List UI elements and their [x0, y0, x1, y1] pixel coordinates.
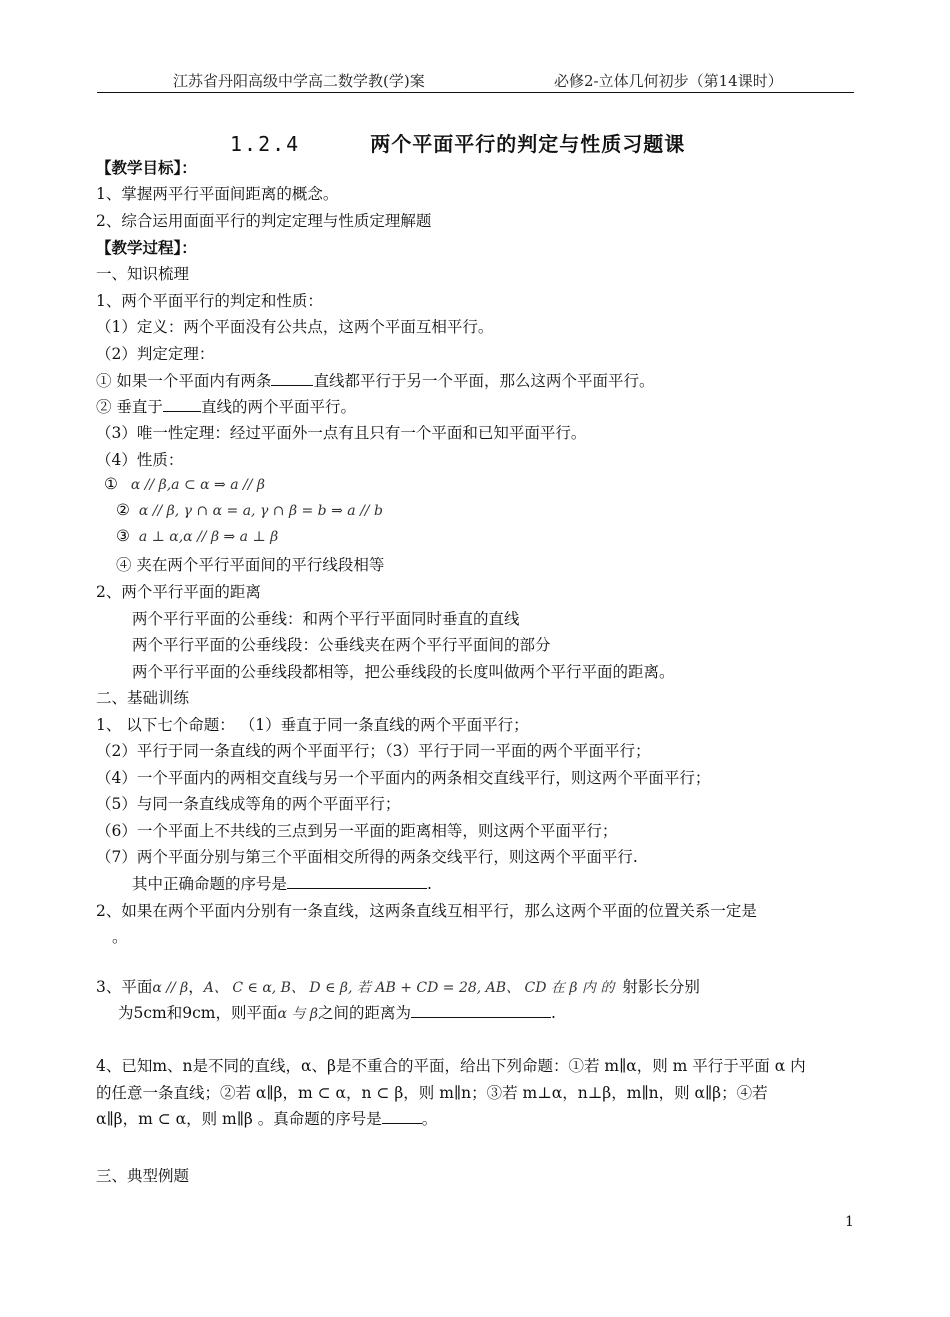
q4-line-3 — [96, 1108, 437, 1130]
distance-def-1: 两个平行平面的公垂线：和两个平行平面同时垂直的直线 — [132, 610, 520, 628]
header-left: 江苏省丹阳高级中学高二数学教(学)案 — [173, 72, 425, 90]
goal-item-1: 1、掌握两平行平面间距离的概念。 — [96, 185, 339, 203]
q3-line-2-mid: 之间的距离为 — [317, 1004, 411, 1022]
q3-line-2 — [118, 1002, 556, 1025]
fill-blank — [271, 371, 313, 386]
sub2-heading: 2、两个平行平面的距离 — [96, 583, 261, 601]
property-1 — [104, 473, 265, 496]
property-3-mark: ③ — [116, 527, 130, 545]
q1-line-3: （4）一个平面内的两相交直线与另一个平面内的两条相交直线平行，则这两个平面平行； — [96, 769, 711, 787]
page-number: 1 — [845, 1214, 854, 1230]
answer-blank — [411, 1003, 551, 1018]
header-divider — [97, 92, 854, 93]
property-1-mark: ① — [104, 475, 118, 493]
answer-blank — [287, 874, 427, 889]
judge-1 — [96, 370, 654, 392]
q2-line-2: 。 — [112, 928, 128, 946]
page-title — [230, 128, 685, 157]
q4-line-2: 的任意一条直线；②若 α∥β，m ⊂ α，n ⊂ β，则 m∥n；③若 m⊥α，n⊥β，m∥n，则 α∥β；④若 — [96, 1084, 768, 1102]
unique-theorem: （3）唯一性定理：经过平面外一点有且只有一个平面和已知平面平行。 — [96, 424, 587, 442]
section2-heading: 二、基础训练 — [96, 689, 190, 707]
judge-2-pre: ② 垂直于 — [96, 398, 163, 416]
q3-prefix: 3、平面 — [96, 978, 153, 996]
judge-2 — [96, 396, 356, 418]
judge-heading: （2）判定定理： — [96, 345, 215, 363]
q1-answer — [132, 873, 432, 895]
title-text: 两个平面平行的判定与性质习题课 — [370, 132, 686, 156]
property-3-formula: a ⊥ α,α // β ⇒ a ⊥ β — [138, 529, 279, 545]
fill-blank — [163, 397, 201, 412]
q1-answer-end: . — [427, 875, 432, 893]
property-2-mark: ② — [116, 501, 130, 519]
q3-suffix: 射影长分别 — [622, 978, 700, 996]
property-1-formula: α // β,a ⊂ α ⇒ a // β — [130, 477, 266, 493]
q1-line-5: （6）一个平面上不共线的三点到另一平面的距离相等，则这两个平面平行； — [96, 822, 618, 840]
header-right: 必修2-立体几何初步（第14课时） — [554, 72, 783, 90]
q1-answer-label: 其中正确命题的序号是 — [132, 875, 288, 893]
q1-line-6: （7）两个平面分别与第三个平面相交所得的两条交线平行，则这两个平面平行. — [96, 848, 638, 866]
q2-line-1: 2、如果在两个平面内分别有一条直线，这两条直线互相平行，那么这两个平面的位置关系一定是 — [96, 902, 757, 920]
section3-heading: 三、典型例题 — [96, 1167, 190, 1185]
q4-line-3-text: α∥β，m ⊂ α，则 m∥β 。真命题的序号是 — [96, 1110, 382, 1128]
q3-formula-3: α 与 β — [277, 1006, 318, 1022]
q3-line-1 — [96, 976, 700, 999]
q3-formula-2: A、 C ∈ α, B、 D ∈ β, 若 AB + CD = 28, AB、 CD 在 β 内 的 — [203, 980, 615, 996]
property-3 — [116, 525, 278, 548]
distance-def-3: 两个平行平面的公垂线段都相等，把公垂线段的长度叫做两个平行平面的距离。 — [132, 663, 675, 681]
q1-line-1: 1、 以下七个命题： （1）垂直于同一条直线的两个平面平行； — [96, 716, 529, 734]
q3-comma: ， — [188, 978, 204, 996]
property-2-formula: α // β, γ ∩ α = a, γ ∩ β = b ⇒ a // b — [138, 503, 383, 519]
q4-line-1: 4、已知m、n是不同的直线，α、β是不重合的平面，给出下列命题：①若 m∥α，则 m 平行于平面 α 内 — [96, 1057, 806, 1075]
process-heading: 【教学过程】： — [96, 238, 197, 257]
title-number: 1.2.4 — [230, 132, 301, 156]
goals-heading: 【教学目标】： — [96, 158, 197, 177]
q1-line-2: （2）平行于同一条直线的两个平面平行；（3）平行于同一平面的两个平面平行； — [96, 742, 651, 760]
q1-line-4: （5）与同一条直线成等角的两个平面平行； — [96, 795, 401, 813]
judge-1-pre: ① 如果一个平面内有两条 — [96, 372, 272, 390]
q3-line-2-prefix: 为5cm和9cm，则平面 — [118, 1004, 278, 1022]
distance-def-2: 两个平行平面的公垂线段：公垂线夹在两个平行平面间的部分 — [132, 636, 551, 654]
goal-item-2: 2、综合运用面面平行的判定定理与性质定理解题 — [96, 212, 432, 230]
property-2 — [116, 499, 383, 522]
answer-blank — [382, 1109, 422, 1124]
q3-end: . — [550, 1004, 556, 1022]
judge-1-post: 直线都平行于另一个平面，那么这两个平面平行。 — [313, 372, 655, 390]
property-heading: （4）性质： — [96, 451, 184, 469]
q4-end: 。 — [421, 1110, 438, 1128]
section1-heading: 一、知识梳理 — [96, 265, 190, 283]
judge-2-post: 直线的两个平面平行。 — [200, 398, 356, 416]
definition: （1）定义：两个平面没有公共点，这两个平面互相平行。 — [96, 318, 494, 336]
q3-formula-1: α // β — [152, 980, 189, 996]
property-4: ④ 夹在两个平行平面间的平行线段相等 — [116, 556, 385, 574]
sub1-heading: 1、两个平面平行的判定和性质： — [96, 292, 323, 310]
